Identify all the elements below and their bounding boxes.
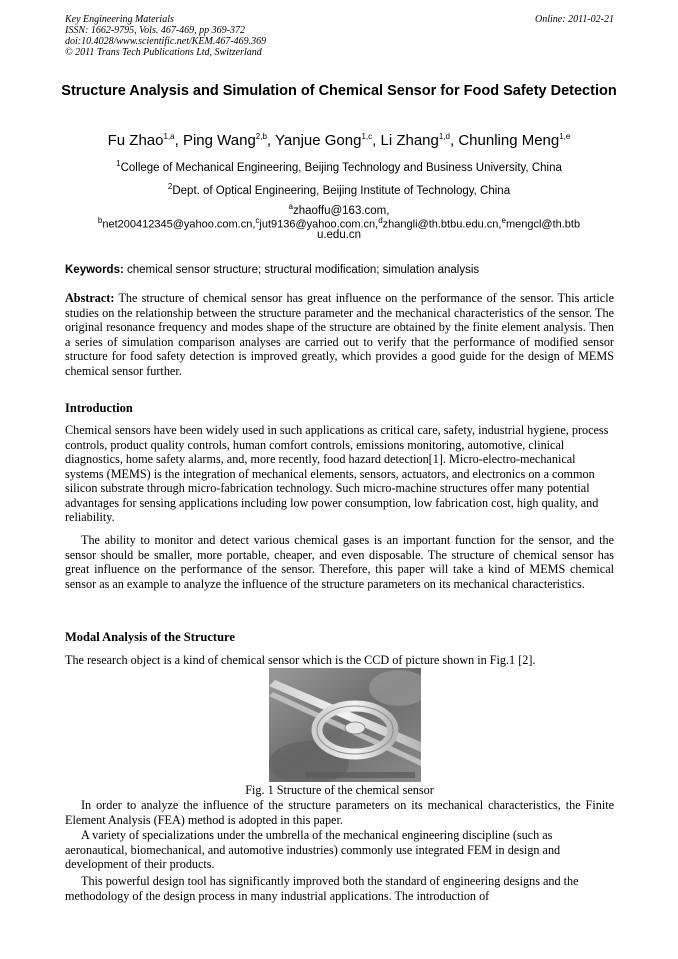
sensor-sem-image — [269, 668, 421, 782]
affiliation-1: $^1$College of Mechanical Engineering, Beijing Technology and Business University, China — [116, 159, 562, 174]
author-name: Ping Wang — [182, 132, 256, 149]
figure-caption: Fig. 1 Structure of the chemical sensor — [245, 783, 434, 797]
intro-paragraph-1: Chemical sensors have been widely used in such applications as critical care, safety, industrial hygiene, process controls, product quality controls, human comfort controls, emissions monitoring, automotive, clinical diagnostics, home safety alarms, and, more recently, food hazard detection[1]. Micro-electro-mechanical systems (MEMS) is the integration of mechanical elements, sensors, actuators, and electronics on a common silicon substrate through micro-fabrication technology. Such micro-machine structures offer many potential advantages for sensing applications including low power consumption, low fabrication cost, high quality, and reliability. — [65, 423, 609, 524]
author-sup: 1,a — [163, 132, 175, 141]
author-list: Fu Zhao$^{1,a}$, Ping Wang$^{2,b}$, Yanjue Gong$^{1,c}$, Li Zhang$^{1,d}$, Chunling Meng$^{1,e}$ — [107, 132, 571, 149]
section-heading-modal-analysis: Modal Analysis of the Structure — [65, 630, 235, 644]
abstract — [65, 291, 614, 378]
issn-line: ISSN: 1662-9795, Vols. 467-469, pp 369-372 — [65, 25, 245, 36]
keywords — [65, 264, 615, 276]
author-sup: 1,d — [438, 132, 450, 141]
email-a[interactable]: zhaoffu@163.com, — [292, 204, 390, 217]
affiliation-2: $^2$Dept. of Optical Engineering, Beijing Institute of Technology, China — [167, 182, 511, 197]
copyright-line: © 2011 Trans Tech Publications Ltd, Switzerland — [65, 47, 262, 58]
email-d[interactable]: zhangli@th.btbu.edu.cn, — [382, 218, 502, 231]
section-heading-introduction: Introduction — [65, 401, 133, 415]
sensor-structure-illustration — [269, 668, 421, 782]
modal-paragraph-3: A variety of specializations under the umbrella of the mechanical engineering discipline (such as aeronautical, biomechanical, and automotive industries) commonly use integrated FEM in design and development of their products. — [65, 828, 561, 871]
author-sup: 2,b — [255, 132, 267, 141]
modal-paragraph-4: This powerful design tool has significantly improved both the standard of engineering designs and the methodology of the design process in many industrial applications. The introduction of — [65, 874, 579, 903]
email-line-2: $^b$net200412345@yahoo.com.cn,$^c$jut9136@yahoo.com.cn,$^d$zhangli@th.btbu.edu.cn,$^e$mengcl@th.btb — [97, 216, 581, 231]
email-e[interactable]: mengcl@th.btb — [505, 218, 581, 231]
author-sup: 1,c — [361, 132, 373, 141]
journal-header — [65, 14, 266, 58]
doi-line: doi:10.4028/www.scientific.net/KEM.467-469.369 — [65, 36, 267, 47]
keywords-text: chemical sensor structure; structural modification; simulation analysis — [127, 264, 480, 276]
modal-paragraph-1: The research object is a kind of chemical sensor which is the CCD of picture shown in Fig.1 [2]. — [65, 653, 536, 667]
author-sup: 1,e — [559, 132, 571, 141]
paper-title: Structure Analysis and Simulation of Chemical Sensor for Food Safety Detection — [61, 83, 617, 99]
author-name: Li Zhang — [380, 132, 439, 149]
online-date: Online: 2011-02-21 — [535, 14, 614, 25]
author-name: Chunling Meng — [458, 132, 560, 149]
modal-paragraph-2: In order to analyze the influence of the structure parameters on its mechanical characteristics, the Finite Element Analysis (FEA) method is adopted in this paper. — [65, 798, 614, 827]
author-name: Yanjue Gong — [275, 132, 362, 149]
abstract-text: The structure of chemical sensor has great influence on the performance of the sensor. This article studies on the relationship between the structure parameter and the mechanical characteristics of the sensor. The original resonance frequency and modes shape of the structure are obtained by the finite element analysis. Then a series of simulation comparison analyses are carried out to verify that the performance of modified sensor structure for food safety detection is improved greatly, which provides a good guide for the design of MEMS chemical sensor further. — [65, 291, 615, 378]
email-c[interactable]: jut9136@yahoo.com.cn, — [259, 218, 379, 231]
email-line-1: $^a$zhaoffu@163.com, — [288, 202, 390, 217]
email-e-continued[interactable]: u.edu.cn — [316, 229, 362, 241]
journal-name: Key Engineering Materials — [65, 14, 174, 25]
email-b[interactable]: net200412345@yahoo.com.cn, — [102, 218, 256, 231]
keywords-label: Keywords: — [65, 264, 124, 276]
author-name: Fu Zhao — [107, 132, 164, 149]
abstract-label: Abstract: — [65, 291, 115, 305]
intro-paragraph-2: The ability to monitor and detect various chemical gases is an important function for the sensor, and the sensor should be smaller, more portable, cheaper, and even disposable. The structure of chemical sensor has great influence on the performance of the sensor. Therefore, this paper will take a kind of MEMS chemical sensor as an example to analyze the influence of the structure parameters on its mechanical characteristics. — [65, 533, 614, 591]
email-line-3 — [40, 228, 638, 242]
